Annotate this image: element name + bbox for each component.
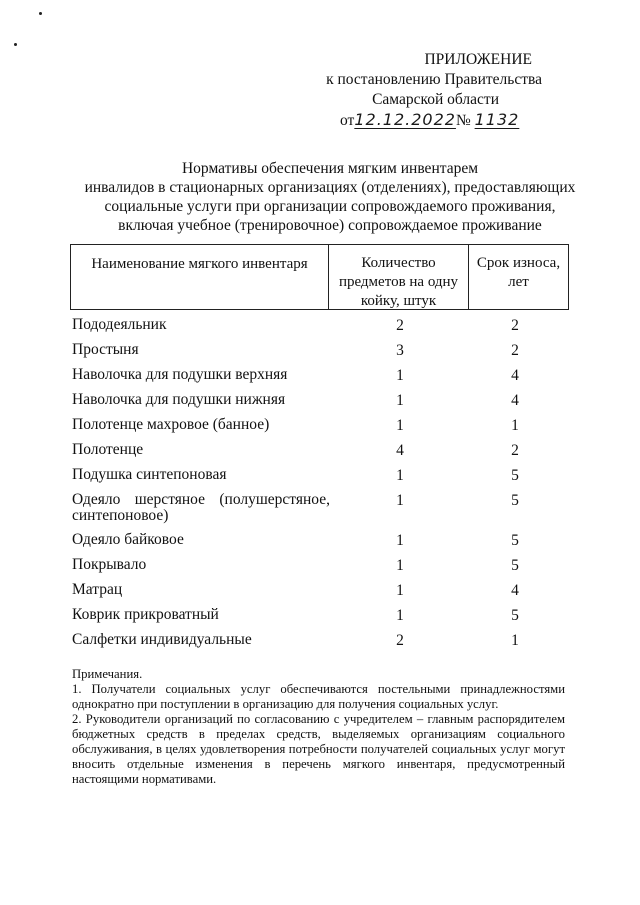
- item-qty: 1: [396, 582, 404, 599]
- table-row: [72, 552, 572, 577]
- header-name-label: Наименование мягкого инвентаря: [91, 256, 308, 272]
- item-name: Одеяло байковое: [72, 531, 184, 548]
- table-row: [72, 337, 572, 362]
- item-name: Матрац: [72, 581, 123, 598]
- item-name: Полотенце махровое (банное): [72, 416, 270, 433]
- item-name: Полотенце: [72, 441, 144, 458]
- item-qty: 1: [396, 467, 404, 484]
- item-qty: 1: [396, 392, 404, 409]
- notes-heading: Примечания.: [72, 667, 143, 681]
- table-header: [70, 244, 569, 310]
- item-life: 5: [511, 467, 519, 484]
- appendix-block: [300, 50, 600, 131]
- item-qty: 1: [396, 532, 404, 549]
- header-qty-label: Количество предметов на одну койку, штук: [338, 255, 459, 309]
- item-qty: 2: [396, 317, 404, 334]
- title-line: Нормативы обеспечения мягким инвентарем: [181, 160, 479, 177]
- item-life: 2: [511, 442, 519, 459]
- table-row: [72, 362, 572, 387]
- title-line: социальные услуги при организации сопровождаемого проживания,: [104, 198, 556, 215]
- item-qty: 2: [396, 632, 404, 649]
- table-row: [72, 487, 572, 527]
- item-qty: 1: [396, 607, 404, 624]
- item-life: 4: [511, 582, 519, 599]
- item-life: 5: [511, 557, 519, 574]
- item-name: Наволочка для подушки верхняя: [72, 366, 288, 383]
- table-row: [72, 627, 572, 652]
- item-name: Подушка синтепоновая: [72, 466, 227, 483]
- item-life: 1: [511, 632, 519, 649]
- table-row: [72, 412, 572, 437]
- item-name: Покрывало: [72, 556, 147, 573]
- table-row: [72, 577, 572, 602]
- appendix-heading: ПРИЛОЖЕНИЕ: [424, 51, 532, 68]
- table-row: [72, 462, 572, 487]
- number-label: №: [455, 112, 471, 129]
- item-life: 1: [511, 417, 519, 434]
- scan-speck: [14, 43, 17, 46]
- handwritten-number: 1132: [474, 110, 520, 129]
- item-qty: 3: [396, 342, 404, 359]
- item-life: 2: [511, 342, 519, 359]
- appendix-resolution-line: к постановлению Правительства: [326, 71, 542, 88]
- item-name: Салфетки индивидуальные: [72, 631, 252, 648]
- table-row: [72, 602, 572, 627]
- date-prefix: от: [340, 112, 355, 129]
- table-row: [72, 312, 572, 337]
- item-life: 2: [511, 317, 519, 334]
- document-title: [60, 159, 600, 235]
- item-qty: 1: [396, 492, 404, 509]
- note-item-2: 2. Руководители организаций по согласованию с учредителем – главным распорядителем бюджетных средств в пределах средств, выделяемых организациям социального обслуживания, в целях удовлетворения потребности получателей социальных услуг могут вносить отдельные изменения в перечень мягкого инвентаря, предусмотренный настоящими нормативами.: [72, 712, 565, 786]
- header-cell-name: [71, 245, 329, 309]
- table-body: [72, 312, 572, 652]
- header-cell-qty: [329, 245, 469, 309]
- notes-section: [72, 667, 565, 787]
- item-name: Пододеяльник: [72, 316, 167, 333]
- item-name: Наволочка для подушки нижняя: [72, 391, 286, 408]
- table-row: [72, 437, 572, 462]
- item-life: 5: [511, 607, 519, 624]
- item-qty: 1: [396, 367, 404, 384]
- item-life: 5: [511, 492, 519, 509]
- item-name: Коврик прикроватный: [72, 606, 219, 623]
- item-qty: 1: [396, 557, 404, 574]
- title-line: инвалидов в стационарных организациях (отделениях), предоставляющих: [84, 179, 576, 196]
- item-life: 4: [511, 392, 519, 409]
- item-name: Простыня: [72, 341, 139, 358]
- table-row: [72, 527, 572, 552]
- header-life-label: Срок износа, лет: [476, 255, 561, 290]
- item-life: 5: [511, 532, 519, 549]
- item-qty: 4: [396, 442, 404, 459]
- item-qty: 1: [396, 417, 404, 434]
- header-cell-life: [469, 245, 568, 309]
- appendix-date-line: [300, 110, 600, 131]
- note-item-1: 1. Получатели социальных услуг обеспечиваются постельными принадлежностями однократно при поступлении в организацию для получения социальных услуг.: [72, 682, 565, 711]
- item-name: Одеяло шерстяное (полушерстяное, синтепоновое): [72, 491, 330, 524]
- table-row: [72, 387, 572, 412]
- title-line: включая учебное (тренировочное) сопровождаемое проживание: [118, 217, 542, 234]
- scan-speck: [39, 12, 42, 15]
- handwritten-date: 12.12.2022: [354, 110, 456, 129]
- item-life: 4: [511, 367, 519, 384]
- appendix-region-line: Самарской области: [372, 91, 499, 108]
